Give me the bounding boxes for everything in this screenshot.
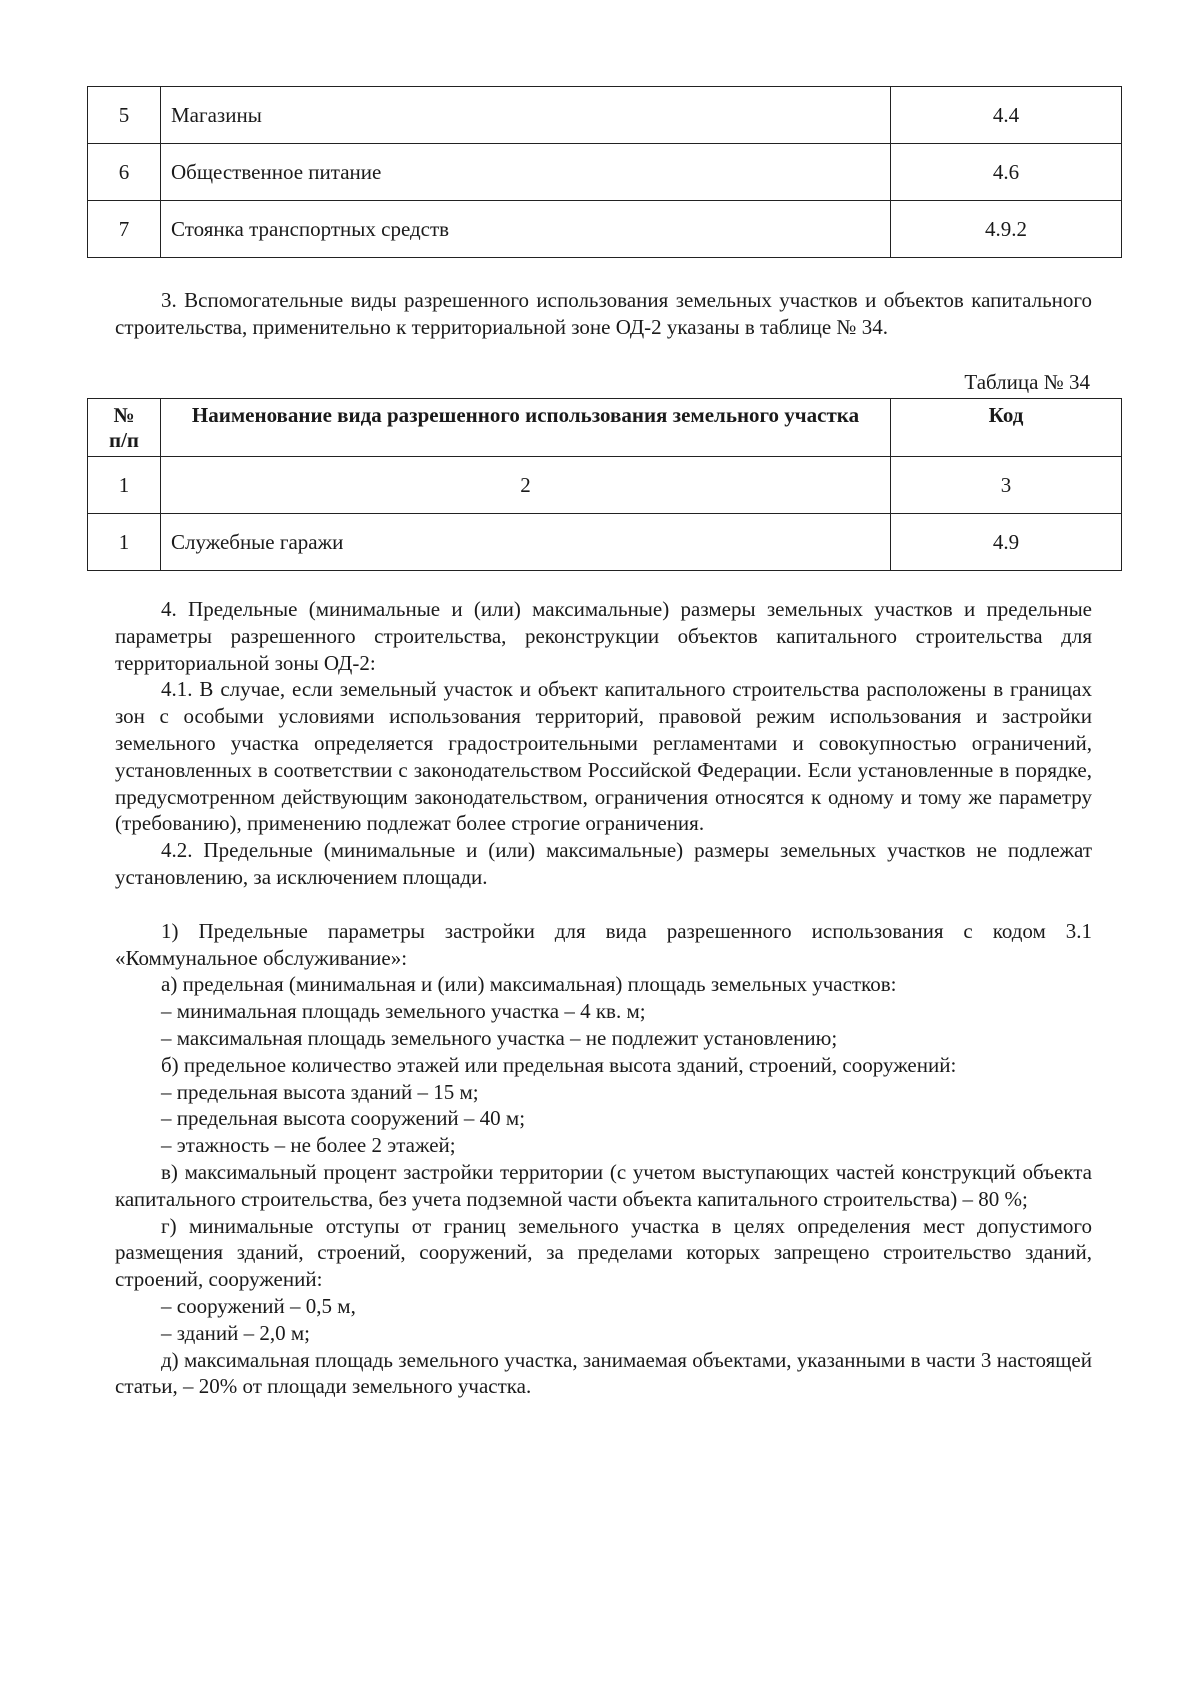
paragraph-item-1: 1) Предельные параметры застройки для вида разрешенного использования с кодом 3.1 «Коммунальное обслуживание»: — [115, 918, 1092, 970]
land-use-table-continued — [87, 86, 1122, 258]
paragraph-4-2: 4.2. Предельные (минимальные и (или) максимальные) размеры земельных участков не подлежат установлению, за исключением площади. — [115, 838, 1092, 889]
list-item: – зданий – 2,0 м; — [161, 1320, 311, 1345]
header-number — [88, 399, 161, 457]
list-item: – сооружений – 0,5 м, — [161, 1293, 356, 1318]
list-item: – предельная высота сооружений – 40 м; — [161, 1106, 526, 1131]
list-item: – предельная высота зданий – 15 м; — [161, 1079, 479, 1104]
use-type-code: 4.4 — [891, 87, 1122, 144]
paragraph-4-1: 4.1. В случае, если земельный участок и объект капитального строительства расположены в границах зон с особыми условиями использования территорий, правовой режим использования и застройки земельного участка определяется градостроительными регламентами и совокупностью ограничений, установленных в соответствии с законодательством Российской Федерации. Если установленные в порядке, предусмотренном действующим законодательством, ограничения относятся к одному и тому же параметру (требованию), применению подлежат более строгие ограничения. — [115, 677, 1092, 836]
table-index-row — [88, 457, 1122, 514]
use-type-name: Стоянка транспортных средств — [161, 201, 891, 258]
use-type-code: 4.6 — [891, 144, 1122, 201]
paragraph-text: 3. Вспомогательные виды разрешенного использования земельных участков и объектов капитального строительства, применительно к территориальной зоне ОД-2 указаны в таблице № 34. — [115, 288, 1092, 339]
row-number: 6 — [88, 144, 161, 201]
header-number-line1: № — [113, 403, 135, 427]
use-type-name: Служебные гаражи — [161, 514, 891, 571]
row-number: 5 — [88, 87, 161, 144]
section-4 — [115, 596, 1092, 1400]
paragraph-item-v: в) максимальный процент застройки территории (с учетом выступающих частей конструкций объекта капитального строительства, без учета подземной части объекта капитального строительства) – 80 %; — [115, 1159, 1092, 1211]
use-type-code: 4.9.2 — [891, 201, 1122, 258]
row-number: 1 — [88, 514, 161, 571]
paragraph-item-d: д) максимальная площадь земельного участка, занимаемая объектами, указанными в части 3 настоящей статьи, – 20% от площади земельного участка. — [115, 1347, 1092, 1399]
paragraph-item-a: а) предельная (минимальная и (или) максимальная) площадь земельных участков: — [161, 972, 897, 997]
index-cell: 1 — [88, 457, 161, 514]
use-type-name: Магазины — [161, 87, 891, 144]
paragraph-3 — [115, 287, 1092, 341]
table-row — [88, 144, 1122, 201]
list-item: – минимальная площадь земельного участка – 4 кв. м; — [161, 999, 646, 1024]
use-type-code: 4.9 — [891, 514, 1122, 571]
list-item: – максимальная площадь земельного участка – не подлежит установлению; — [161, 1025, 838, 1050]
paragraph-item-b: б) предельное количество этажей или предельная высота зданий, строений, сооружений: — [161, 1052, 957, 1077]
index-cell: 2 — [161, 457, 891, 514]
row-number: 7 — [88, 201, 161, 258]
table-row — [88, 201, 1122, 258]
header-name: Наименование вида разрешенного использования земельного участка — [161, 399, 891, 457]
header-number-line2: п/п — [108, 428, 140, 452]
paragraph-item-g: г) минимальные отступы от границ земельного участка в целях определения мест допустимого размещения зданий, строений, сооружений, за пределами которых запрещено строительство зданий, строений, сооружений: — [115, 1213, 1092, 1292]
table-row — [88, 87, 1122, 144]
header-code: Код — [891, 399, 1122, 457]
index-cell: 3 — [891, 457, 1122, 514]
table-header-row — [88, 399, 1122, 457]
table-caption: Таблица № 34 — [964, 370, 1090, 394]
table-34 — [87, 398, 1122, 571]
list-item: – этажность – не более 2 этажей; — [161, 1133, 456, 1158]
use-type-name: Общественное питание — [161, 144, 891, 201]
paragraph-4: 4. Предельные (минимальные и (или) максимальные) размеры земельных участков и предельные параметры разрешенного строительства, реконструкции объектов капитального строительства для территориальной зоны ОД-2: — [115, 597, 1092, 675]
table-row — [88, 514, 1122, 571]
